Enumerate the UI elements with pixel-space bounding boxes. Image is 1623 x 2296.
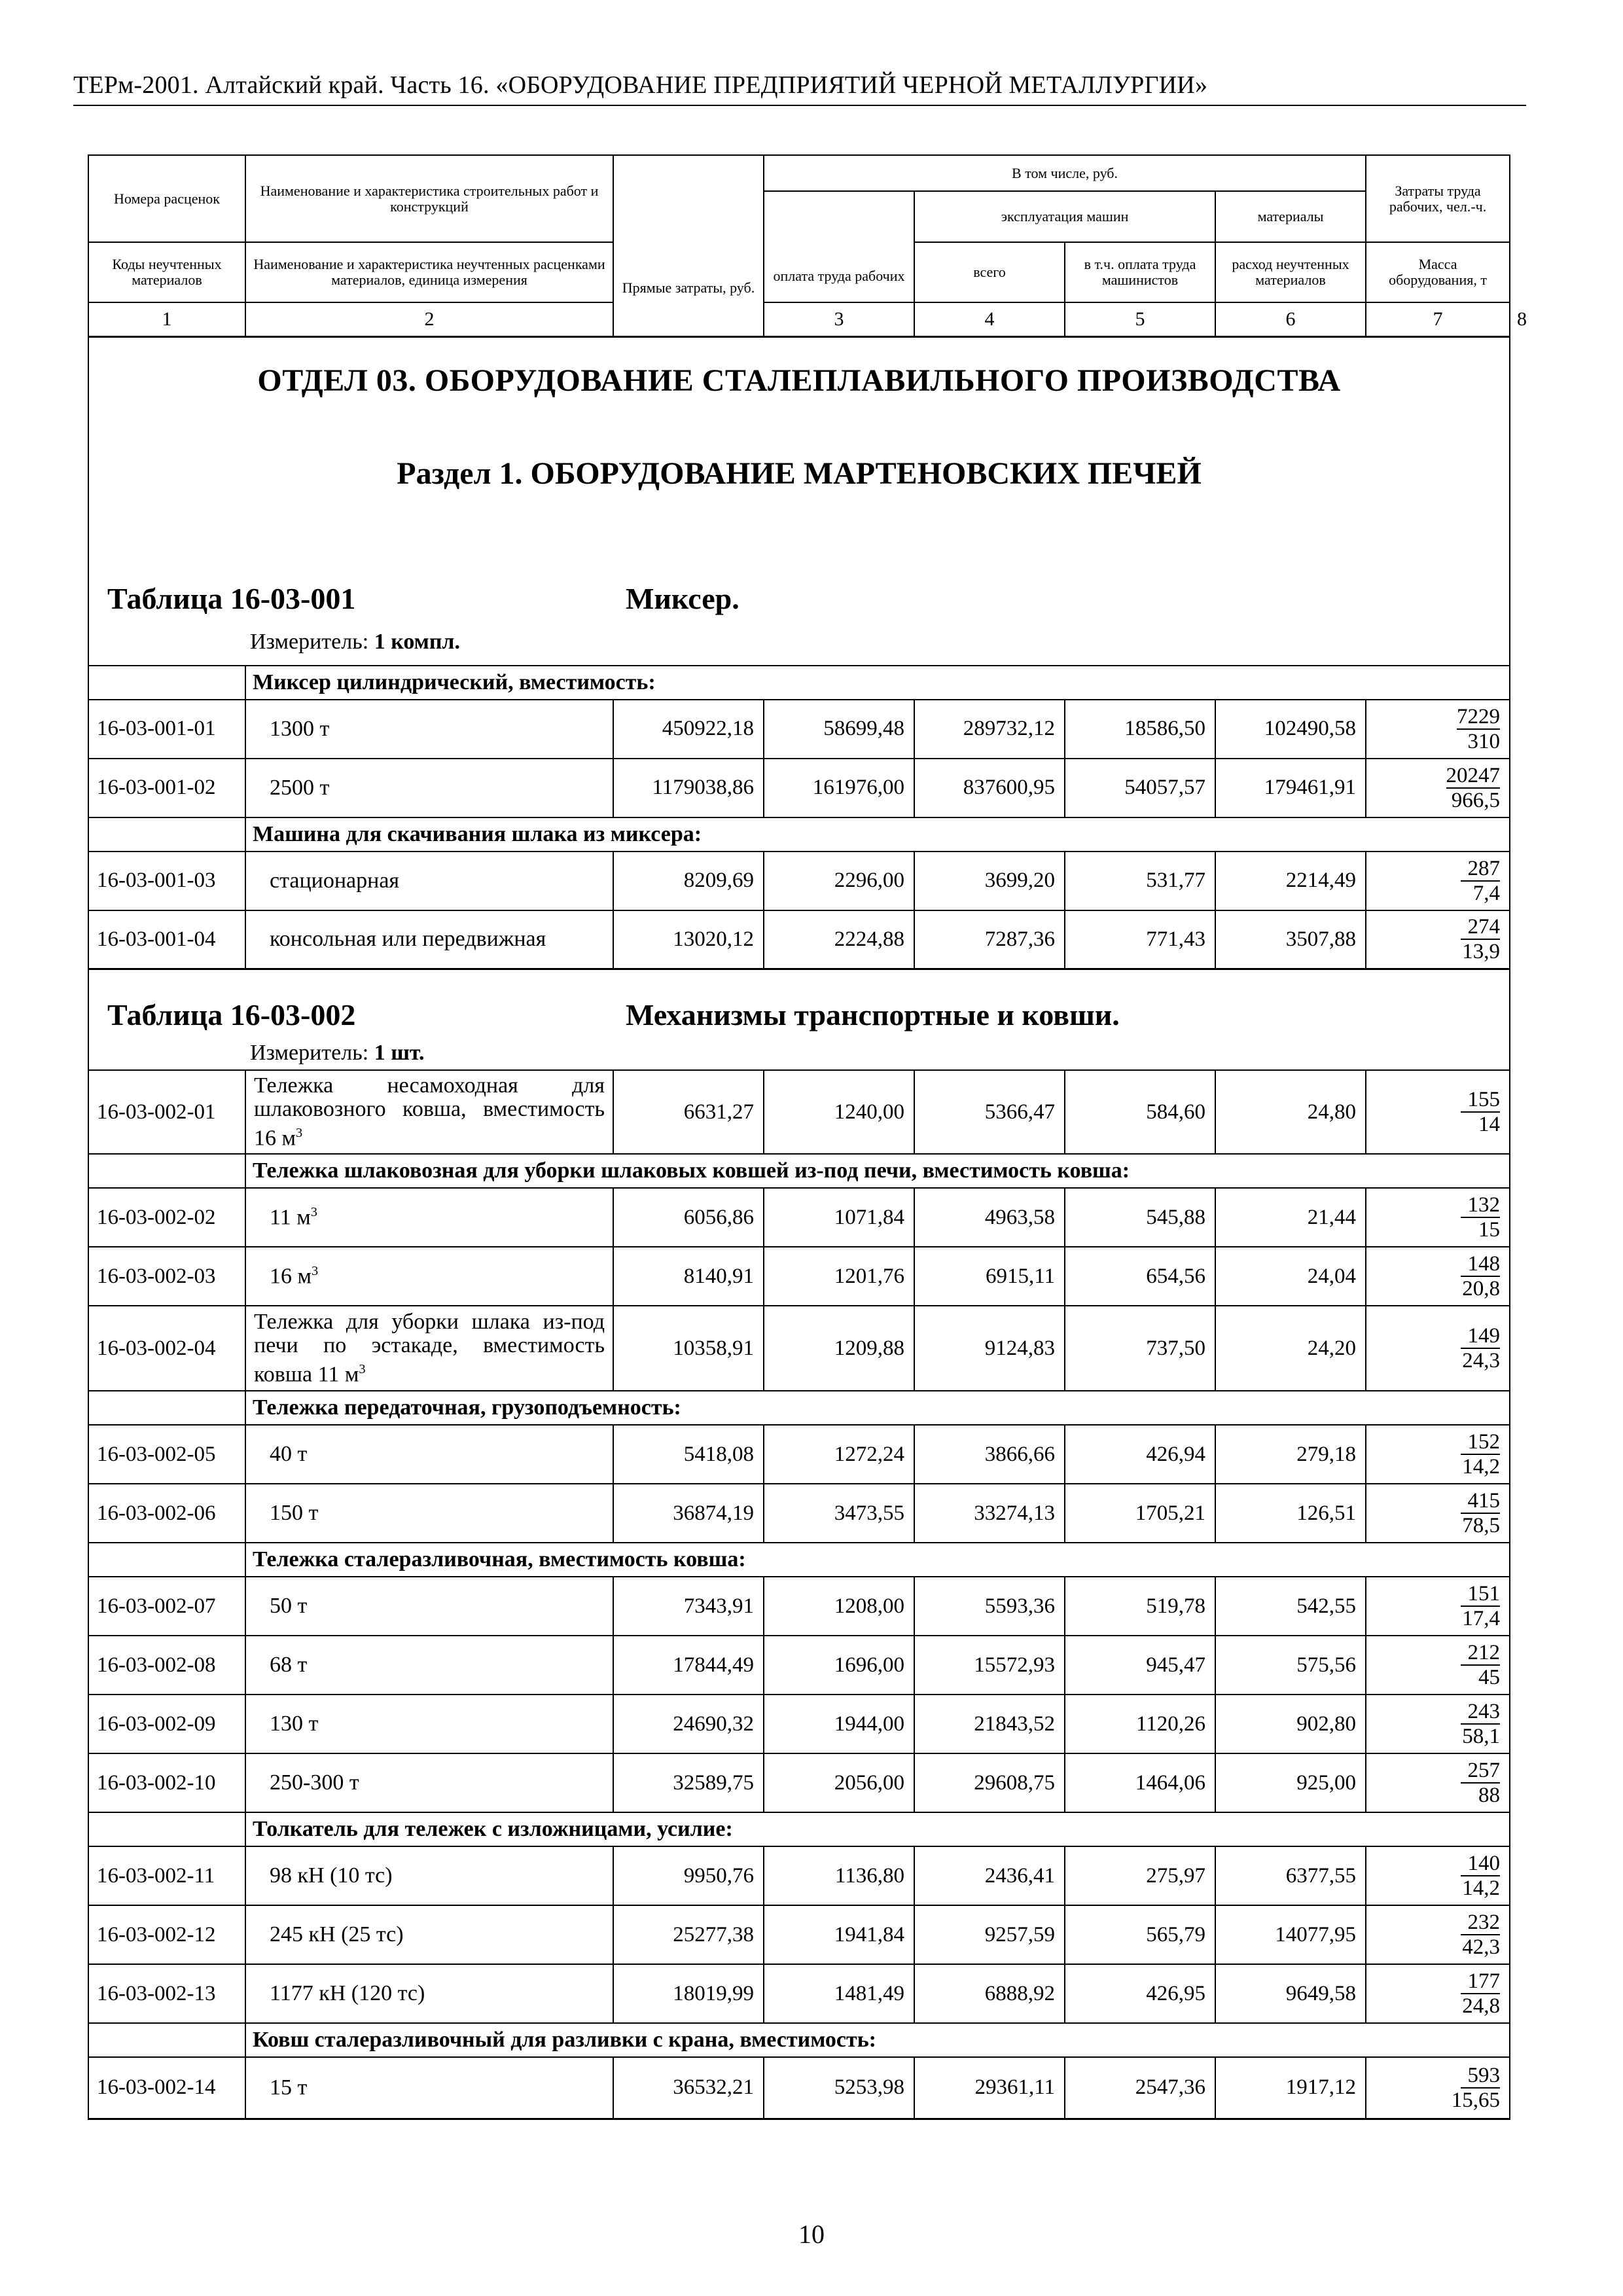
machines-labor: 54057,57 xyxy=(1065,759,1215,817)
col-number: 3 xyxy=(764,302,914,336)
rate-name: 98 кН (10 тс) xyxy=(245,1846,613,1905)
table-row xyxy=(88,1964,1510,2023)
rate-code: 16-03-002-04 xyxy=(88,1306,245,1391)
rates-table xyxy=(88,154,1527,2120)
labor-pay: 1136,80 xyxy=(764,1846,914,1905)
equipment-mass: 17,4 xyxy=(1462,1607,1501,1630)
rate-code: 16-03-001-03 xyxy=(88,852,245,910)
labor-hours: 243 xyxy=(1461,1700,1500,1725)
equipment-mass: 15 xyxy=(1478,1218,1501,1242)
machines-labor: 737,50 xyxy=(1065,1306,1215,1391)
direct-costs: 6056,86 xyxy=(613,1188,764,1247)
labor-mass-fraction xyxy=(1366,1484,1510,1543)
header-machines-total: всего xyxy=(914,242,1065,302)
materials: 6377,55 xyxy=(1215,1846,1366,1905)
col-number: 2 xyxy=(245,302,613,336)
table-row xyxy=(88,1846,1510,1905)
machines-labor: 519,78 xyxy=(1065,1577,1215,1636)
materials: 179461,91 xyxy=(1215,759,1366,817)
equipment-mass: 20,8 xyxy=(1462,1277,1501,1300)
running-head: ТЕРм-2001. Алтайский край. Часть 16. «ОБОРУДОВАНИЕ ПРЕДПРИЯТИЙ ЧЕРНОЙ МЕТАЛЛУРГИИ» xyxy=(73,71,1208,99)
labor-hours: 152 xyxy=(1461,1430,1500,1455)
rate-code: 16-03-002-11 xyxy=(88,1846,245,1905)
rate-code: 16-03-002-06 xyxy=(88,1484,245,1543)
machines-labor: 18586,50 xyxy=(1065,700,1215,759)
group-heading: Машина для скачивания шлака из миксера: xyxy=(245,817,1510,852)
materials: 24,80 xyxy=(1215,1070,1366,1154)
labor-mass-fraction xyxy=(1366,1577,1510,1636)
group-heading: Тележка передаточная, грузоподъемность: xyxy=(245,1391,1510,1425)
direct-costs: 6631,27 xyxy=(613,1070,764,1154)
direct-costs: 7343,91 xyxy=(613,1577,764,1636)
machines-labor: 426,95 xyxy=(1065,1964,1215,2023)
machines-labor: 654,56 xyxy=(1065,1247,1215,1306)
labor-pay: 1481,49 xyxy=(764,1964,914,2023)
labor-mass-fraction xyxy=(1366,1188,1510,1247)
materials: 9649,58 xyxy=(1215,1964,1366,2023)
table-row xyxy=(88,852,1510,910)
machines-total: 21843,52 xyxy=(914,1695,1065,1753)
labor-pay: 2224,88 xyxy=(764,910,914,969)
labor-hours: 415 xyxy=(1461,1489,1500,1514)
page-number: 10 xyxy=(798,2219,825,2249)
header-unaccounted-codes: Коды неучтенных материалов xyxy=(88,242,245,302)
header-rule xyxy=(73,105,1526,106)
labor-pay: 1272,24 xyxy=(764,1425,914,1484)
equipment-mass: 78,5 xyxy=(1462,1514,1501,1537)
group-code-cell xyxy=(88,1543,245,1577)
direct-costs: 10358,91 xyxy=(613,1306,764,1391)
materials: 24,20 xyxy=(1215,1306,1366,1391)
labor-mass-fraction xyxy=(1366,1846,1510,1905)
labor-pay: 161976,00 xyxy=(764,759,914,817)
equipment-mass: 42,3 xyxy=(1462,1935,1501,1959)
machines-total: 7287,36 xyxy=(914,910,1065,969)
rate-code: 16-03-002-02 xyxy=(88,1188,245,1247)
rate-name: Тележка для уборки шлака из-под печи по эстакаде, вместимость ковша 11 $м^3$ xyxy=(245,1306,613,1391)
labor-hours: 212 xyxy=(1461,1641,1500,1666)
rate-code: 16-03-002-13 xyxy=(88,1964,245,2023)
table-row xyxy=(88,1484,1510,1543)
col-number: 1 xyxy=(88,302,245,336)
group-heading: Ковш сталеразливочный для разливки с крана, вместимость: xyxy=(245,2023,1510,2057)
labor-mass-fraction xyxy=(1366,1753,1510,1812)
header-including: В том числе, руб. xyxy=(764,155,1366,191)
machines-total: 6888,92 xyxy=(914,1964,1065,2023)
header-rate-numbers: Номера расценок xyxy=(88,155,245,242)
rate-code: 16-03-001-02 xyxy=(88,759,245,817)
machines-total: 5593,36 xyxy=(914,1577,1065,1636)
direct-costs: 8209,69 xyxy=(613,852,764,910)
direct-costs: 36532,21 xyxy=(613,2057,764,2119)
table-row xyxy=(88,1070,1510,1154)
labor-pay: 5253,98 xyxy=(764,2057,914,2119)
header-machines-labor: в т.ч. оплата труда машинистов xyxy=(1065,242,1215,302)
table-number: Таблица 16-03-001 xyxy=(107,581,356,615)
labor-pay: 1240,00 xyxy=(764,1070,914,1154)
labor-mass-fraction xyxy=(1366,1070,1510,1154)
labor-mass-fraction xyxy=(1366,1695,1510,1753)
header-materials-unaccounted: расход неучтенных материалов xyxy=(1215,242,1366,302)
machines-total: 837600,95 xyxy=(914,759,1065,817)
labor-mass-fraction xyxy=(1366,700,1510,759)
direct-costs: 36874,19 xyxy=(613,1484,764,1543)
header-work-name: Наименование и характеристика строительных работ и конструкций xyxy=(245,155,613,242)
rate-name: 1177 кН (120 тс) xyxy=(245,1964,613,2023)
col-number: 5 xyxy=(1065,302,1215,336)
header-machines: эксплуатация машин xyxy=(914,191,1215,242)
equipment-mass: 310 xyxy=(1467,729,1501,753)
table-row xyxy=(88,1188,1510,1247)
materials: 24,04 xyxy=(1215,1247,1366,1306)
machines-total: 9124,83 xyxy=(914,1306,1065,1391)
labor-pay: 58699,48 xyxy=(764,700,914,759)
materials: 21,44 xyxy=(1215,1188,1366,1247)
rate-name: 68 т xyxy=(245,1636,613,1695)
labor-hours: 287 xyxy=(1461,857,1500,882)
equipment-mass: 14 xyxy=(1478,1113,1501,1136)
equipment-mass: 14,2 xyxy=(1462,1455,1501,1479)
machines-total: 5366,47 xyxy=(914,1070,1065,1154)
direct-costs: 9950,76 xyxy=(613,1846,764,1905)
rate-code: 16-03-001-04 xyxy=(88,910,245,969)
rate-code: 16-03-002-14 xyxy=(88,2057,245,2119)
labor-mass-fraction xyxy=(1366,2057,1510,2119)
rate-code: 16-03-002-09 xyxy=(88,1695,245,1753)
machines-total: 9257,59 xyxy=(914,1905,1065,1964)
equipment-mass: 88 xyxy=(1478,1784,1501,1807)
machines-total: 3699,20 xyxy=(914,852,1065,910)
rate-name: 1300 т xyxy=(245,700,613,759)
labor-mass-fraction xyxy=(1366,759,1510,817)
header-unaccounted-names: Наименование и характеристика неучтенных расценками материалов, единица измерения xyxy=(245,242,613,302)
group-heading: Толкатель для тележек с изложницами, усилие: xyxy=(245,1812,1510,1846)
materials: 2214,49 xyxy=(1215,852,1366,910)
machines-labor: 565,79 xyxy=(1065,1905,1215,1964)
section-title: Раздел 1. ОБОРУДОВАНИЕ МАРТЕНОВСКИХ ПЕЧЕЙ xyxy=(397,456,1202,491)
machines-total: 29361,11 xyxy=(914,2057,1065,2119)
equipment-mass: 966,5 xyxy=(1451,788,1501,812)
direct-costs: 32589,75 xyxy=(613,1753,764,1812)
header-labor-pay: оплата труда рабочих xyxy=(764,191,914,302)
col-number: 6 xyxy=(1215,302,1366,336)
table-row xyxy=(88,1636,1510,1695)
equipment-mass: 45 xyxy=(1478,1666,1501,1689)
materials: 102490,58 xyxy=(1215,700,1366,759)
rate-name: Тележка несамоходная для шлаковозного ковша, вместимость 16 $м^3$ xyxy=(245,1070,613,1154)
labor-mass-fraction xyxy=(1366,1306,1510,1391)
rate-code: 16-03-002-05 xyxy=(88,1425,245,1484)
direct-costs: 5418,08 xyxy=(613,1425,764,1484)
materials: 126,51 xyxy=(1215,1484,1366,1543)
rate-name: 16 $м^3$ xyxy=(245,1247,613,1306)
group-code-cell xyxy=(88,666,245,700)
machines-labor: 275,97 xyxy=(1065,1846,1215,1905)
rate-name: 50 т xyxy=(245,1577,613,1636)
machines-total: 29608,75 xyxy=(914,1753,1065,1812)
rate-code: 16-03-002-01 xyxy=(88,1070,245,1154)
machines-labor: 1464,06 xyxy=(1065,1753,1215,1812)
title-block xyxy=(88,336,1510,666)
equipment-mass: 14,2 xyxy=(1462,1876,1501,1900)
group-code-cell xyxy=(88,1812,245,1846)
materials: 925,00 xyxy=(1215,1753,1366,1812)
labor-mass-fraction xyxy=(1366,1636,1510,1695)
labor-mass-fraction xyxy=(1366,1247,1510,1306)
group-code-cell xyxy=(88,1154,245,1188)
header-materials: материалы xyxy=(1215,191,1366,242)
rate-code: 16-03-002-03 xyxy=(88,1247,245,1306)
materials: 279,18 xyxy=(1215,1425,1366,1484)
rate-name: 245 кН (25 тс) xyxy=(245,1905,613,1964)
table-row xyxy=(88,1306,1510,1391)
labor-mass-fraction xyxy=(1366,1905,1510,1964)
machines-labor: 771,43 xyxy=(1065,910,1215,969)
col-number: 7 xyxy=(1366,302,1510,336)
rate-code: 16-03-002-08 xyxy=(88,1636,245,1695)
equipment-mass: 15,65 xyxy=(1451,2088,1501,2112)
equipment-mass: 58,1 xyxy=(1462,1725,1501,1748)
table-title: Механизмы транспортные и ковши. xyxy=(626,998,1120,1031)
machines-total: 289732,12 xyxy=(914,700,1065,759)
rate-name: 15 т xyxy=(245,2057,613,2119)
labor-hours: 151 xyxy=(1461,1582,1500,1607)
group-code-cell xyxy=(88,2023,245,2057)
machines-total: 3866,66 xyxy=(914,1425,1065,1484)
labor-hours: 155 xyxy=(1461,1088,1500,1113)
machines-labor: 584,60 xyxy=(1065,1070,1215,1154)
table-row xyxy=(88,910,1510,969)
rate-code: 16-03-002-12 xyxy=(88,1905,245,1964)
header-direct-costs: Прямые затраты, руб. xyxy=(613,155,764,336)
labor-hours: 140 xyxy=(1461,1852,1500,1876)
rate-name: 250-300 т xyxy=(245,1753,613,1812)
direct-costs: 18019,99 xyxy=(613,1964,764,2023)
machines-total: 15572,93 xyxy=(914,1636,1065,1695)
unit-measure: Измеритель: 1 шт. xyxy=(250,1041,425,1065)
direct-costs: 1179038,86 xyxy=(613,759,764,817)
rate-code: 16-03-001-01 xyxy=(88,700,245,759)
machines-labor: 2547,36 xyxy=(1065,2057,1215,2119)
table-row xyxy=(88,759,1510,817)
labor-hours: 148 xyxy=(1461,1252,1500,1277)
direct-costs: 17844,49 xyxy=(613,1636,764,1695)
group-code-cell xyxy=(88,817,245,852)
rate-name: 11 $м^3$ xyxy=(245,1188,613,1247)
labor-hours: 7229 xyxy=(1457,704,1501,728)
direct-costs: 450922,18 xyxy=(613,700,764,759)
direct-costs: 8140,91 xyxy=(613,1247,764,1306)
materials: 1917,12 xyxy=(1215,2057,1366,2119)
labor-hours: 20247 xyxy=(1446,763,1501,787)
table2-title-block xyxy=(88,969,1510,1071)
materials: 542,55 xyxy=(1215,1577,1366,1636)
equipment-mass: 24,8 xyxy=(1462,1994,1501,2018)
materials: 902,80 xyxy=(1215,1695,1366,1753)
labor-mass-fraction xyxy=(1366,1964,1510,2023)
table-row xyxy=(88,1905,1510,1964)
labor-pay: 3473,55 xyxy=(764,1484,914,1543)
rate-name: 130 т xyxy=(245,1695,613,1753)
labor-mass-fraction xyxy=(1366,910,1510,969)
header-equipment-mass: Масса оборудования, т xyxy=(1366,242,1510,302)
labor-pay: 1208,00 xyxy=(764,1577,914,1636)
labor-pay: 1941,84 xyxy=(764,1905,914,1964)
labor-hours: 274 xyxy=(1461,915,1500,940)
machines-labor: 426,94 xyxy=(1065,1425,1215,1484)
materials: 575,56 xyxy=(1215,1636,1366,1695)
table-row xyxy=(88,1695,1510,1753)
group-heading: Миксер цилиндрический, вместимость: xyxy=(245,666,1510,700)
labor-pay: 2296,00 xyxy=(764,852,914,910)
machines-labor: 545,88 xyxy=(1065,1188,1215,1247)
labor-pay: 1944,00 xyxy=(764,1695,914,1753)
group-heading: Тележка сталеразливочная, вместимость ковша: xyxy=(245,1543,1510,1577)
machines-total: 33274,13 xyxy=(914,1484,1065,1543)
labor-hours: 149 xyxy=(1461,1324,1500,1349)
col-number: 4 xyxy=(914,302,1065,336)
group-code-cell xyxy=(88,1391,245,1425)
labor-pay: 1696,00 xyxy=(764,1636,914,1695)
labor-mass-fraction xyxy=(1366,1425,1510,1484)
materials: 14077,95 xyxy=(1215,1905,1366,1964)
labor-hours: 593 xyxy=(1461,2064,1500,2089)
table-row xyxy=(88,700,1510,759)
machines-labor: 1120,26 xyxy=(1065,1695,1215,1753)
table-row xyxy=(88,1577,1510,1636)
labor-hours: 257 xyxy=(1461,1759,1500,1784)
machines-total: 6915,11 xyxy=(914,1247,1065,1306)
table-row xyxy=(88,2057,1510,2119)
labor-hours: 232 xyxy=(1461,1910,1500,1935)
materials: 3507,88 xyxy=(1215,910,1366,969)
equipment-mass: 7,4 xyxy=(1472,881,1501,905)
table-title: Миксер. xyxy=(626,581,740,615)
rate-name: консольная или передвижная xyxy=(245,910,613,969)
equipment-mass: 24,3 xyxy=(1462,1349,1501,1372)
unit-measure: Измеритель: 1 компл. xyxy=(250,629,461,654)
rate-code: 16-03-002-10 xyxy=(88,1753,245,1812)
table-row xyxy=(88,1425,1510,1484)
group-heading: Тележка шлаковозная для уборки шлаковых ковшей из-под печи, вместимость ковша: xyxy=(245,1154,1510,1188)
labor-pay: 1209,88 xyxy=(764,1306,914,1391)
labor-mass-fraction xyxy=(1366,852,1510,910)
machines-total: 4963,58 xyxy=(914,1188,1065,1247)
labor-pay: 1071,84 xyxy=(764,1188,914,1247)
rate-name: стационарная xyxy=(245,852,613,910)
rate-name: 150 т xyxy=(245,1484,613,1543)
rate-name: 40 т xyxy=(245,1425,613,1484)
equipment-mass: 13,9 xyxy=(1462,940,1501,964)
table-row xyxy=(88,1753,1510,1812)
column-numbers-row: 1 2 3 4 5 6 7 8 xyxy=(88,302,1510,336)
machines-labor: 945,47 xyxy=(1065,1636,1215,1695)
direct-costs: 24690,32 xyxy=(613,1695,764,1753)
department-title: ОТДЕЛ 03. ОБОРУДОВАНИЕ СТАЛЕПЛАВИЛЬНОГО ПРОИЗВОДСТВА xyxy=(257,363,1341,398)
direct-costs: 25277,38 xyxy=(613,1905,764,1964)
labor-hours: 132 xyxy=(1461,1193,1500,1218)
rate-code: 16-03-002-07 xyxy=(88,1577,245,1636)
table-number: Таблица 16-03-002 xyxy=(107,998,356,1031)
labor-hours: 177 xyxy=(1461,1969,1500,1994)
machines-labor: 1705,21 xyxy=(1065,1484,1215,1543)
machines-labor: 531,77 xyxy=(1065,852,1215,910)
header-labor-costs: Затраты труда рабочих, чел.-ч. xyxy=(1366,155,1510,242)
labor-pay: 1201,76 xyxy=(764,1247,914,1306)
machines-total: 2436,41 xyxy=(914,1846,1065,1905)
labor-pay: 2056,00 xyxy=(764,1753,914,1812)
rate-name: 2500 т xyxy=(245,759,613,817)
direct-costs: 13020,12 xyxy=(613,910,764,969)
table-row xyxy=(88,1247,1510,1306)
